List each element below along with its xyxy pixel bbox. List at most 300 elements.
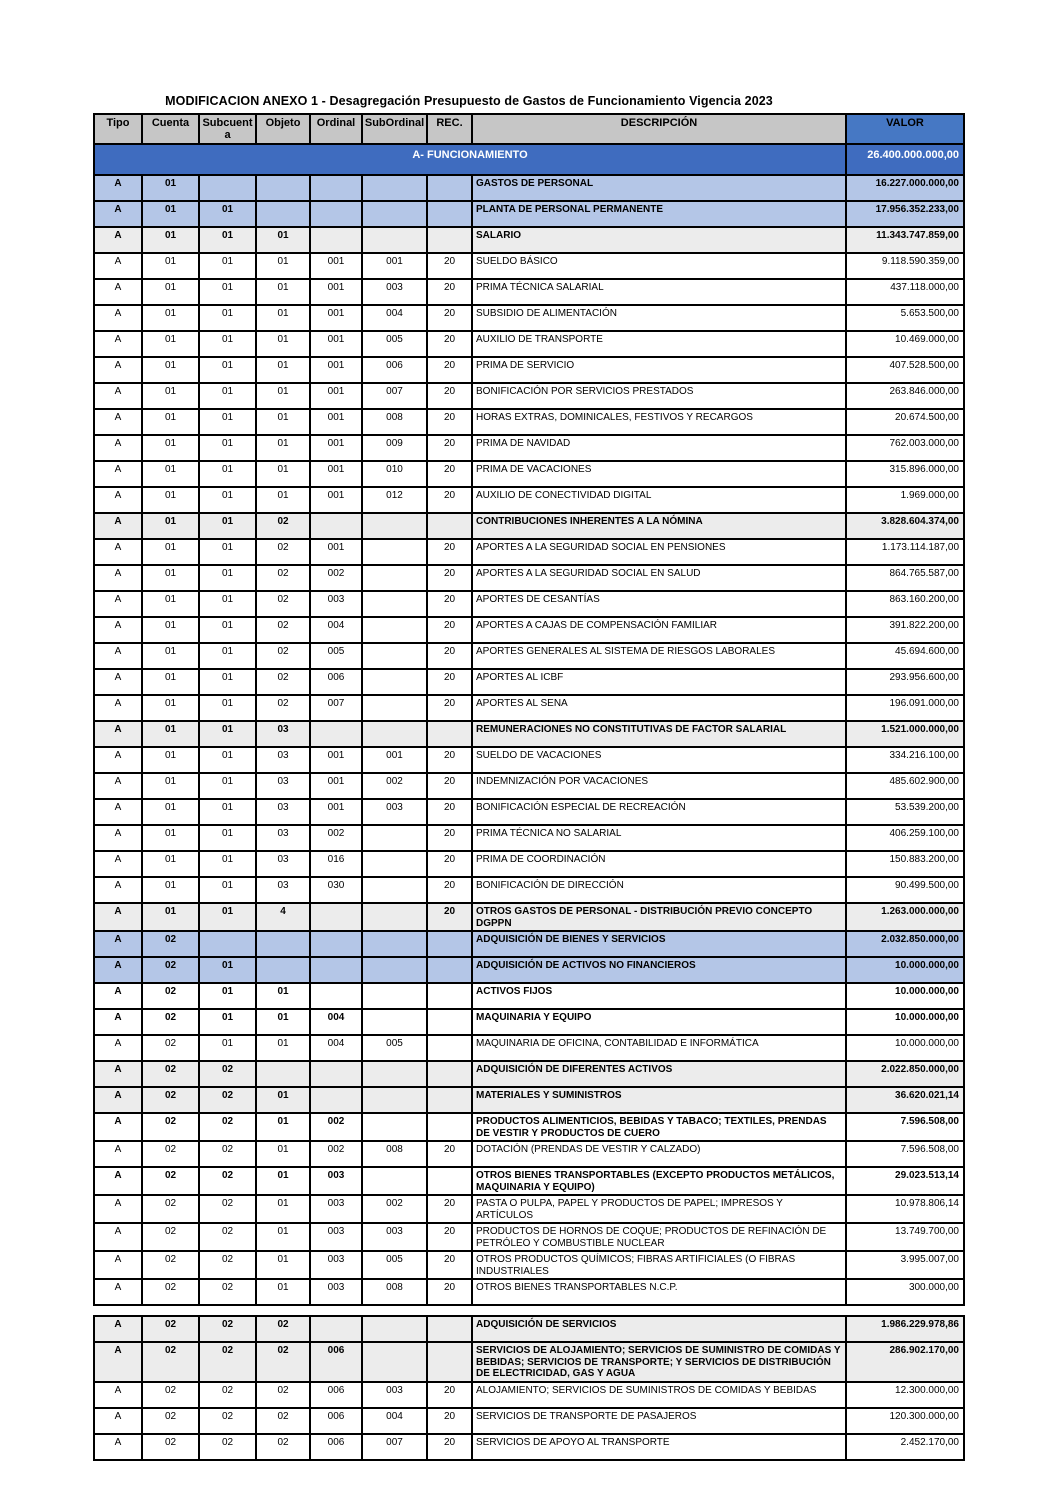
cell-cuenta: 01	[142, 617, 199, 643]
cell-tipo: A	[94, 931, 142, 957]
cell-ordinal: 001	[310, 461, 362, 487]
cell-ordinal: 001	[310, 409, 362, 435]
cell-subordinal: 005	[362, 331, 427, 357]
cell-cuenta: 01	[142, 539, 199, 565]
cell-valor: 485.602.900,00	[846, 773, 964, 799]
cell-ordinal: 003	[310, 1251, 362, 1279]
cell-subordinal	[362, 721, 427, 747]
cell-subcuenta: 02	[199, 1316, 256, 1342]
cell-descripcion: MAQUINARIA Y EQUIPO	[472, 1009, 846, 1035]
cell-rec	[427, 1009, 472, 1035]
section-banner-value: 26.400.000.000,00	[846, 144, 964, 175]
table-row	[94, 1408, 964, 1434]
cell-valor: 29.023.513,14	[846, 1167, 964, 1195]
cell-rec: 20	[427, 617, 472, 643]
table-row	[94, 1342, 964, 1382]
table-row	[94, 331, 964, 357]
cell-cuenta: 01	[142, 565, 199, 591]
cell-subordinal: 003	[362, 1382, 427, 1408]
cell-subordinal	[362, 983, 427, 1009]
cell-subcuenta: 01	[199, 747, 256, 773]
cell-valor: 300.000,00	[846, 1279, 964, 1305]
cell-tipo: A	[94, 851, 142, 877]
cell-tipo: A	[94, 1316, 142, 1342]
cell-ordinal: 004	[310, 617, 362, 643]
section-banner-label: A- FUNCIONAMIENTO	[94, 144, 846, 175]
cell-objeto	[256, 1061, 310, 1087]
cell-descripcion: BONIFICACIÓN POR SERVICIOS PRESTADOS	[472, 383, 846, 409]
cell-cuenta: 01	[142, 877, 199, 903]
cell-objeto: 01	[256, 461, 310, 487]
cell-ordinal: 001	[310, 435, 362, 461]
cell-cuenta: 01	[142, 409, 199, 435]
cell-rec	[427, 1087, 472, 1113]
cell-subordinal	[362, 877, 427, 903]
budget-table	[93, 113, 965, 1461]
cell-tipo: A	[94, 435, 142, 461]
cell-valor: 863.160.200,00	[846, 591, 964, 617]
cell-valor: 762.003.000,00	[846, 435, 964, 461]
cell-rec: 20	[427, 695, 472, 721]
cell-valor: 293.956.600,00	[846, 669, 964, 695]
cell-cuenta: 01	[142, 201, 199, 227]
cell-subordinal	[362, 825, 427, 851]
cell-rec: 20	[427, 357, 472, 383]
cell-ordinal: 001	[310, 305, 362, 331]
column-header-tipo: Tipo	[94, 114, 142, 144]
table-row	[94, 643, 964, 669]
table-row	[94, 565, 964, 591]
cell-subcuenta: 02	[199, 1342, 256, 1382]
cell-subcuenta: 01	[199, 409, 256, 435]
cell-subordinal: 009	[362, 435, 427, 461]
cell-descripcion: GASTOS DE PERSONAL	[472, 175, 846, 201]
cell-subordinal: 003	[362, 279, 427, 305]
cell-objeto: 02	[256, 643, 310, 669]
cell-tipo: A	[94, 877, 142, 903]
cell-tipo: A	[94, 227, 142, 253]
cell-valor: 36.620.021,14	[846, 1087, 964, 1113]
table-row	[94, 1167, 964, 1195]
table-row	[94, 931, 964, 957]
cell-rec	[427, 1316, 472, 1342]
cell-tipo: A	[94, 383, 142, 409]
cell-rec: 20	[427, 409, 472, 435]
cell-tipo: A	[94, 513, 142, 539]
cell-subordinal	[362, 851, 427, 877]
cell-valor: 150.883.200,00	[846, 851, 964, 877]
table-row	[94, 1087, 964, 1113]
cell-valor: 10.000.000,00	[846, 983, 964, 1009]
cell-subcuenta: 01	[199, 305, 256, 331]
cell-subcuenta: 01	[199, 773, 256, 799]
cell-objeto: 03	[256, 851, 310, 877]
cell-objeto: 03	[256, 773, 310, 799]
cell-valor: 1.521.000.000,00	[846, 721, 964, 747]
cell-valor: 13.749.700,00	[846, 1223, 964, 1251]
cell-subordinal	[362, 201, 427, 227]
cell-ordinal	[310, 931, 362, 957]
table-row	[94, 591, 964, 617]
cell-subcuenta: 01	[199, 539, 256, 565]
cell-tipo: A	[94, 669, 142, 695]
cell-rec: 20	[427, 1279, 472, 1305]
cell-rec: 20	[427, 331, 472, 357]
cell-objeto: 01	[256, 383, 310, 409]
column-header-objeto: Objeto	[256, 114, 310, 144]
cell-descripcion: PRIMA TÉCNICA SALARIAL	[472, 279, 846, 305]
cell-valor: 45.694.600,00	[846, 643, 964, 669]
cell-cuenta: 02	[142, 957, 199, 983]
cell-tipo: A	[94, 1167, 142, 1195]
cell-objeto: 02	[256, 591, 310, 617]
cell-subcuenta: 01	[199, 851, 256, 877]
cell-objeto: 03	[256, 825, 310, 851]
cell-cuenta: 01	[142, 227, 199, 253]
cell-valor: 315.896.000,00	[846, 461, 964, 487]
cell-descripcion: OTROS GASTOS DE PERSONAL - DISTRIBUCIÓN PREVIO CONCEPTO DGPPN	[472, 903, 846, 931]
cell-subcuenta: 01	[199, 983, 256, 1009]
cell-objeto: 02	[256, 565, 310, 591]
cell-tipo: A	[94, 331, 142, 357]
table-row	[94, 409, 964, 435]
cell-objeto: 03	[256, 721, 310, 747]
cell-objeto: 02	[256, 513, 310, 539]
cell-descripcion: SERVICIOS DE TRANSPORTE DE PASAJEROS	[472, 1408, 846, 1434]
cell-valor: 196.091.000,00	[846, 695, 964, 721]
cell-rec: 20	[427, 461, 472, 487]
cell-cuenta: 01	[142, 487, 199, 513]
cell-valor: 11.343.747.859,00	[846, 227, 964, 253]
table-row	[94, 903, 964, 931]
cell-cuenta: 02	[142, 1195, 199, 1223]
cell-subcuenta: 02	[199, 1061, 256, 1087]
cell-subcuenta: 01	[199, 487, 256, 513]
cell-objeto: 02	[256, 1342, 310, 1382]
cell-valor: 1.969.000,00	[846, 487, 964, 513]
cell-ordinal: 005	[310, 643, 362, 669]
cell-tipo: A	[94, 305, 142, 331]
cell-ordinal	[310, 513, 362, 539]
cell-subcuenta: 02	[199, 1141, 256, 1167]
cell-rec: 20	[427, 669, 472, 695]
table-row	[94, 383, 964, 409]
cell-subordinal: 002	[362, 773, 427, 799]
cell-descripcion: MAQUINARIA DE OFICINA, CONTABILIDAD E INFORMÁTICA	[472, 1035, 846, 1061]
cell-cuenta: 02	[142, 1408, 199, 1434]
cell-subordinal	[362, 175, 427, 201]
table-row	[94, 851, 964, 877]
cell-ordinal: 003	[310, 591, 362, 617]
cell-ordinal	[310, 1316, 362, 1342]
cell-descripcion: PRODUCTOS ALIMENTICIOS, BEBIDAS Y TABACO; TEXTILES, PRENDAS DE VESTIR Y PRODUCTOS DE CUERO	[472, 1113, 846, 1141]
cell-tipo: A	[94, 773, 142, 799]
cell-tipo: A	[94, 1223, 142, 1251]
cell-cuenta: 02	[142, 1434, 199, 1460]
cell-subordinal: 003	[362, 1223, 427, 1251]
cell-tipo: A	[94, 1382, 142, 1408]
cell-subordinal: 006	[362, 357, 427, 383]
cell-objeto: 01	[256, 1035, 310, 1061]
cell-objeto: 01	[256, 305, 310, 331]
cell-tipo: A	[94, 957, 142, 983]
cell-cuenta: 01	[142, 175, 199, 201]
cell-objeto	[256, 931, 310, 957]
table-row	[94, 175, 964, 201]
cell-valor: 53.539.200,00	[846, 799, 964, 825]
cell-subordinal	[362, 643, 427, 669]
cell-cuenta: 01	[142, 305, 199, 331]
cell-descripcion: ADQUISICIÓN DE SERVICIOS	[472, 1316, 846, 1342]
cell-rec	[427, 1167, 472, 1195]
cell-cuenta: 01	[142, 357, 199, 383]
cell-valor: 10.000.000,00	[846, 1035, 964, 1061]
cell-subcuenta: 01	[199, 565, 256, 591]
cell-tipo: A	[94, 747, 142, 773]
cell-ordinal: 002	[310, 1141, 362, 1167]
cell-descripcion: INDEMNIZACIÓN POR VACACIONES	[472, 773, 846, 799]
cell-objeto: 02	[256, 1434, 310, 1460]
cell-descripcion: SERVICIOS DE APOYO AL TRANSPORTE	[472, 1434, 846, 1460]
cell-valor: 9.118.590.359,00	[846, 253, 964, 279]
cell-cuenta: 01	[142, 669, 199, 695]
cell-cuenta: 02	[142, 1342, 199, 1382]
cell-subordinal	[362, 565, 427, 591]
cell-cuenta: 02	[142, 1223, 199, 1251]
cell-objeto: 01	[256, 357, 310, 383]
cell-ordinal	[310, 227, 362, 253]
cell-subcuenta: 02	[199, 1087, 256, 1113]
cell-ordinal: 002	[310, 565, 362, 591]
cell-cuenta: 01	[142, 435, 199, 461]
cell-cuenta: 02	[142, 983, 199, 1009]
cell-rec	[427, 1113, 472, 1141]
cell-subcuenta: 02	[199, 1167, 256, 1195]
cell-cuenta: 01	[142, 721, 199, 747]
cell-valor: 7.596.508,00	[846, 1113, 964, 1141]
cell-valor: 10.000.000,00	[846, 1009, 964, 1035]
cell-subcuenta: 01	[199, 721, 256, 747]
cell-valor: 1.263.000.000,00	[846, 903, 964, 931]
cell-descripcion: PRIMA DE NAVIDAD	[472, 435, 846, 461]
cell-ordinal: 003	[310, 1167, 362, 1195]
table-row	[94, 253, 964, 279]
cell-rec: 20	[427, 1223, 472, 1251]
cell-rec: 20	[427, 565, 472, 591]
cell-subcuenta: 01	[199, 669, 256, 695]
cell-subordinal	[362, 669, 427, 695]
cell-ordinal: 002	[310, 1113, 362, 1141]
cell-objeto: 01	[256, 487, 310, 513]
table-row	[94, 305, 964, 331]
cell-rec: 20	[427, 877, 472, 903]
cell-rec	[427, 1035, 472, 1061]
cell-subcuenta: 01	[199, 695, 256, 721]
cell-subcuenta: 01	[199, 383, 256, 409]
cell-ordinal: 001	[310, 747, 362, 773]
cell-tipo: A	[94, 1408, 142, 1434]
cell-rec	[427, 957, 472, 983]
cell-ordinal	[310, 1061, 362, 1087]
cell-subcuenta: 01	[199, 591, 256, 617]
cell-objeto: 01	[256, 435, 310, 461]
table-row	[94, 227, 964, 253]
cell-ordinal: 001	[310, 799, 362, 825]
cell-tipo: A	[94, 279, 142, 305]
cell-valor: 391.822.200,00	[846, 617, 964, 643]
cell-valor: 120.300.000,00	[846, 1408, 964, 1434]
cell-ordinal	[310, 201, 362, 227]
cell-ordinal: 007	[310, 695, 362, 721]
cell-cuenta: 02	[142, 1061, 199, 1087]
cell-cuenta: 01	[142, 903, 199, 931]
cell-rec: 20	[427, 1195, 472, 1223]
cell-rec: 20	[427, 1251, 472, 1279]
cell-ordinal: 006	[310, 1382, 362, 1408]
cell-cuenta: 01	[142, 851, 199, 877]
cell-descripcion: SUELDO BÁSICO	[472, 253, 846, 279]
column-header-descripcion: DESCRIPCIÓN	[472, 114, 846, 144]
cell-descripcion: OTROS PRODUCTOS QUÍMICOS; FIBRAS ARTIFICIALES (O FIBRAS INDUSTRIALES	[472, 1251, 846, 1279]
cell-descripcion: BONIFICACIÓN ESPECIAL DE RECREACIÓN	[472, 799, 846, 825]
cell-descripcion: HORAS EXTRAS, DOMINICALES, FESTIVOS Y RECARGOS	[472, 409, 846, 435]
cell-cuenta: 01	[142, 513, 199, 539]
table-row	[94, 201, 964, 227]
cell-subordinal	[362, 903, 427, 931]
cell-tipo: A	[94, 253, 142, 279]
cell-subcuenta: 02	[199, 1408, 256, 1434]
cell-descripcion: AUXILIO DE TRANSPORTE	[472, 331, 846, 357]
cell-tipo: A	[94, 201, 142, 227]
cell-tipo: A	[94, 487, 142, 513]
cell-objeto: 01	[256, 409, 310, 435]
cell-cuenta: 01	[142, 461, 199, 487]
cell-rec	[427, 931, 472, 957]
cell-valor: 286.902.170,00	[846, 1342, 964, 1382]
cell-subcuenta: 01	[199, 1035, 256, 1061]
cell-subordinal	[362, 1167, 427, 1195]
cell-descripcion: PASTA O PULPA, PAPEL Y PRODUCTOS DE PAPEL; IMPRESOS Y ARTÍCULOS	[472, 1195, 846, 1223]
cell-cuenta: 01	[142, 643, 199, 669]
cell-valor: 10.469.000,00	[846, 331, 964, 357]
table-row	[94, 1382, 964, 1408]
cell-tipo: A	[94, 357, 142, 383]
cell-objeto: 01	[256, 1087, 310, 1113]
cell-descripcion: APORTES GENERALES AL SISTEMA DE RIESGOS LABORALES	[472, 643, 846, 669]
cell-valor: 3.995.007,00	[846, 1251, 964, 1279]
cell-ordinal: 001	[310, 773, 362, 799]
cell-objeto: 03	[256, 747, 310, 773]
cell-cuenta: 01	[142, 279, 199, 305]
cell-subcuenta: 02	[199, 1113, 256, 1141]
table-row	[94, 617, 964, 643]
cell-objeto: 02	[256, 539, 310, 565]
cell-valor: 5.653.500,00	[846, 305, 964, 331]
cell-tipo: A	[94, 461, 142, 487]
cell-subcuenta: 01	[199, 279, 256, 305]
cell-ordinal: 003	[310, 1195, 362, 1223]
cell-tipo: A	[94, 1061, 142, 1087]
cell-ordinal	[310, 903, 362, 931]
cell-cuenta: 02	[142, 1009, 199, 1035]
cell-subcuenta: 01	[199, 1009, 256, 1035]
cell-tipo: A	[94, 565, 142, 591]
table-row	[94, 487, 964, 513]
cell-descripcion: APORTES DE CESANTÍAS	[472, 591, 846, 617]
cell-ordinal: 006	[310, 1408, 362, 1434]
cell-subordinal: 005	[362, 1035, 427, 1061]
cell-objeto: 01	[256, 1113, 310, 1141]
cell-rec	[427, 175, 472, 201]
cell-cuenta: 01	[142, 591, 199, 617]
cell-subordinal	[362, 1342, 427, 1382]
cell-descripcion: PRIMA DE COORDINACIÓN	[472, 851, 846, 877]
cell-tipo: A	[94, 1087, 142, 1113]
table-gap-cell	[94, 1305, 964, 1316]
cell-rec: 20	[427, 799, 472, 825]
cell-cuenta: 01	[142, 773, 199, 799]
cell-ordinal: 002	[310, 825, 362, 851]
cell-subordinal: 010	[362, 461, 427, 487]
cell-tipo: A	[94, 1195, 142, 1223]
cell-rec: 20	[427, 851, 472, 877]
cell-ordinal	[310, 983, 362, 1009]
cell-subordinal	[362, 1009, 427, 1035]
cell-objeto: 01	[256, 279, 310, 305]
table-row	[94, 1035, 964, 1061]
cell-cuenta: 02	[142, 931, 199, 957]
cell-subordinal: 001	[362, 253, 427, 279]
cell-valor: 864.765.587,00	[846, 565, 964, 591]
cell-cuenta: 02	[142, 1035, 199, 1061]
cell-tipo: A	[94, 825, 142, 851]
cell-ordinal: 001	[310, 331, 362, 357]
cell-subordinal	[362, 957, 427, 983]
cell-ordinal	[310, 957, 362, 983]
cell-rec: 20	[427, 253, 472, 279]
cell-ordinal: 001	[310, 279, 362, 305]
cell-descripcion: ADQUISICIÓN DE BIENES Y SERVICIOS	[472, 931, 846, 957]
cell-subcuenta: 02	[199, 1279, 256, 1305]
column-header-subordinal: SubOrdinal	[362, 114, 427, 144]
cell-descripcion: ALOJAMIENTO; SERVICIOS DE SUMINISTROS DE COMIDAS Y BEBIDAS	[472, 1382, 846, 1408]
cell-subcuenta: 01	[199, 461, 256, 487]
table-row	[94, 669, 964, 695]
cell-rec: 20	[427, 643, 472, 669]
table-row	[94, 513, 964, 539]
column-header-rec: REC.	[427, 114, 472, 144]
cell-ordinal: 001	[310, 357, 362, 383]
cell-subcuenta: 01	[199, 877, 256, 903]
table-row	[94, 877, 964, 903]
table-row	[94, 957, 964, 983]
cell-cuenta: 02	[142, 1113, 199, 1141]
cell-objeto	[256, 201, 310, 227]
cell-subordinal: 007	[362, 383, 427, 409]
table-row	[94, 1113, 964, 1141]
cell-subordinal	[362, 1316, 427, 1342]
cell-ordinal: 004	[310, 1035, 362, 1061]
cell-objeto: 01	[256, 1223, 310, 1251]
cell-valor: 1.173.114.187,00	[846, 539, 964, 565]
table-row	[94, 1009, 964, 1035]
cell-tipo: A	[94, 1113, 142, 1141]
cell-subcuenta: 01	[199, 331, 256, 357]
cell-subcuenta: 01	[199, 201, 256, 227]
cell-subordinal	[362, 591, 427, 617]
cell-objeto: 01	[256, 983, 310, 1009]
cell-descripcion: APORTES A CAJAS DE COMPENSACIÓN FAMILIAR	[472, 617, 846, 643]
